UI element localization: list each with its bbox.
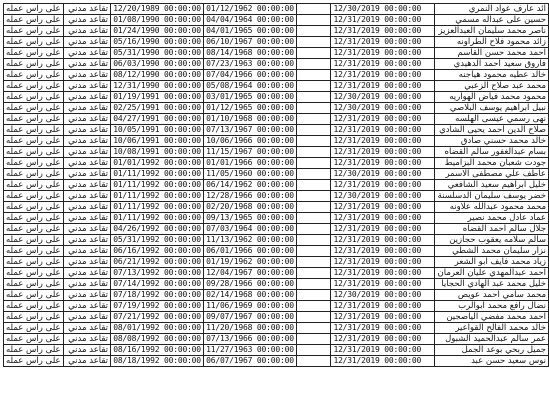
empty-cell — [296, 224, 331, 235]
status-cell: على راس عمله — [4, 147, 64, 158]
retirement-date-cell: 07/19/1992 00:00:00 — [111, 301, 204, 312]
birth-date-cell: 06/14/1962 00:00:00 — [203, 180, 296, 191]
birth-date-cell: 09/07/1967 00:00:00 — [203, 312, 296, 323]
birth-date-cell: 09/28/1966 00:00:00 — [203, 279, 296, 290]
end-date-cell: 12/31/2019 00:00:00 — [331, 334, 435, 345]
retirement-type-cell: تقاعد مدني — [63, 191, 110, 202]
employee-name-cell: زائد محمود فلاح الطراونه — [435, 37, 549, 48]
status-cell: على راس عمله — [4, 15, 64, 26]
retirement-type-cell: تقاعد مدني — [63, 213, 110, 224]
birth-date-cell: 01/12/1962 00:00:00 — [203, 4, 296, 15]
retirement-type-cell: تقاعد مدني — [63, 59, 110, 70]
status-cell: على راس عمله — [4, 356, 64, 367]
retirement-type-cell: تقاعد مدني — [63, 180, 110, 191]
end-date-cell: 12/31/2019 00:00:00 — [331, 136, 435, 147]
end-date-cell: 12/31/2019 00:00:00 — [331, 257, 435, 268]
retirement-date-cell: 10/05/1991 00:00:00 — [111, 125, 204, 136]
retirement-date-cell: 07/13/1992 00:00:00 — [111, 268, 204, 279]
end-date-cell: 12/30/2019 00:00:00 — [331, 169, 435, 180]
birth-date-cell: 07/23/1963 00:00:00 — [203, 59, 296, 70]
retirement-date-cell: 08/01/1992 00:00:00 — [111, 323, 204, 334]
empty-cell — [296, 169, 331, 180]
end-date-cell: 12/31/2019 00:00:00 — [331, 125, 435, 136]
empty-cell — [296, 246, 331, 257]
employee-name-cell: خالد عطيه محمود هياجنه — [435, 70, 549, 81]
end-date-cell: 12/31/2019 00:00:00 — [331, 202, 435, 213]
status-cell: على راس عمله — [4, 37, 64, 48]
employee-name-cell: احمد محمد حسن القاسم — [435, 48, 549, 59]
retirement-date-cell: 01/11/1992 00:00:00 — [111, 202, 204, 213]
birth-date-cell: 11/27/1963 00:00:00 — [203, 345, 296, 356]
status-cell: على راس عمله — [4, 213, 64, 224]
birth-date-cell: 04/04/1964 00:00:00 — [203, 15, 296, 26]
retirement-date-cell: 01/11/1992 00:00:00 — [111, 169, 204, 180]
end-date-cell: 12/31/2019 00:00:00 — [331, 356, 435, 367]
retirement-type-cell: تقاعد مدني — [63, 125, 110, 136]
table-row — [4, 323, 549, 334]
table-row — [4, 4, 549, 15]
table-row — [4, 114, 549, 125]
status-cell: على راس عمله — [4, 169, 64, 180]
retirement-date-cell: 07/21/1992 00:00:00 — [111, 312, 204, 323]
birth-date-cell: 01/01/1966 00:00:00 — [203, 158, 296, 169]
employee-name-cell: نبيل ابراهيم يوسف البلاصي — [435, 103, 549, 114]
end-date-cell: 12/30/2019 00:00:00 — [331, 92, 435, 103]
end-date-cell: 12/31/2019 00:00:00 — [331, 158, 435, 169]
table-row — [4, 15, 549, 26]
table-row — [4, 180, 549, 191]
retirement-date-cell: 08/12/1990 00:00:00 — [111, 70, 204, 81]
end-date-cell: 12/31/2019 00:00:00 — [331, 37, 435, 48]
retirement-date-cell: 04/26/1992 00:00:00 — [111, 224, 204, 235]
empty-cell — [296, 334, 331, 345]
retirement-type-cell: تقاعد مدني — [63, 48, 110, 59]
retirement-date-cell: 02/25/1991 00:00:00 — [111, 103, 204, 114]
retirement-date-cell: 08/08/1992 00:00:00 — [111, 334, 204, 345]
status-cell: على راس عمله — [4, 323, 64, 334]
retirement-type-cell: تقاعد مدني — [63, 92, 110, 103]
end-date-cell: 12/31/2019 00:00:00 — [331, 26, 435, 37]
table-row — [4, 136, 549, 147]
status-cell: على راس عمله — [4, 4, 64, 15]
retirement-type-cell: تقاعد مدني — [63, 334, 110, 345]
retirement-type-cell: تقاعد مدني — [63, 103, 110, 114]
end-date-cell: 12/30/2019 00:00:00 — [331, 191, 435, 202]
table-row — [4, 257, 549, 268]
employee-name-cell: خليل ابراهيم سعيد الشافعي — [435, 180, 549, 191]
status-cell: على راس عمله — [4, 136, 64, 147]
retirement-date-cell: 06/03/1990 00:00:00 — [111, 59, 204, 70]
birth-date-cell: 07/13/1967 00:00:00 — [203, 125, 296, 136]
empty-cell — [296, 4, 331, 15]
retirement-date-cell: 12/31/1990 00:00:00 — [111, 81, 204, 92]
birth-date-cell: 01/19/1962 00:00:00 — [203, 257, 296, 268]
birth-date-cell: 10/06/1966 00:00:00 — [203, 136, 296, 147]
status-cell: على راس عمله — [4, 114, 64, 125]
birth-date-cell: 03/01/1965 00:00:00 — [203, 92, 296, 103]
retirement-date-cell: 06/21/1992 00:00:00 — [111, 257, 204, 268]
end-date-cell: 12/31/2019 00:00:00 — [331, 180, 435, 191]
retirement-type-cell: تقاعد مدني — [63, 70, 110, 81]
status-cell: على راس عمله — [4, 125, 64, 136]
end-date-cell: 12/31/2019 00:00:00 — [331, 312, 435, 323]
retirement-type-cell: تقاعد مدني — [63, 4, 110, 15]
end-date-cell: 12/31/2019 00:00:00 — [331, 235, 435, 246]
employee-name-cell: محمد عبد صلاح الزعبي — [435, 81, 549, 92]
employee-name-cell: نزار سليمان محمد الشطي — [435, 246, 549, 257]
birth-date-cell: 07/13/1966 00:00:00 — [203, 334, 296, 345]
retirement-date-cell: 01/08/1990 00:00:00 — [111, 15, 204, 26]
table-row — [4, 213, 549, 224]
end-date-cell: 12/31/2019 00:00:00 — [331, 213, 435, 224]
end-date-cell: 12/31/2019 00:00:00 — [331, 323, 435, 334]
status-cell: على راس عمله — [4, 279, 64, 290]
retirement-date-cell: 07/14/1992 00:00:00 — [111, 279, 204, 290]
status-cell: على راس عمله — [4, 202, 64, 213]
empty-cell — [296, 15, 331, 26]
birth-date-cell: 01/12/1965 00:00:00 — [203, 103, 296, 114]
table-row — [4, 103, 549, 114]
retirement-type-cell: تقاعد مدني — [63, 169, 110, 180]
employee-name-cell: زياد محمد فايف ابو الشعر — [435, 257, 549, 268]
end-date-cell: 12/31/2019 00:00:00 — [331, 301, 435, 312]
employee-name-cell: عاطف علي مصطفى الاسمر — [435, 169, 549, 180]
empty-cell — [296, 103, 331, 114]
status-cell: على راس عمله — [4, 180, 64, 191]
table-row — [4, 356, 549, 367]
birth-date-cell: 08/14/1968 00:00:00 — [203, 48, 296, 59]
table-row — [4, 59, 549, 70]
table-row — [4, 224, 549, 235]
end-date-cell: 12/31/2019 00:00:00 — [331, 59, 435, 70]
retirement-type-cell: تقاعد مدني — [63, 301, 110, 312]
empty-cell — [296, 37, 331, 48]
retirement-type-cell: تقاعد مدني — [63, 136, 110, 147]
status-cell: على راس عمله — [4, 103, 64, 114]
table-row — [4, 158, 549, 169]
empty-cell — [296, 48, 331, 59]
table-row — [4, 48, 549, 59]
retirement-type-cell: تقاعد مدني — [63, 202, 110, 213]
table-row — [4, 202, 549, 213]
empty-cell — [296, 191, 331, 202]
birth-date-cell: 12/04/1967 00:00:00 — [203, 268, 296, 279]
end-date-cell: 12/31/2019 00:00:00 — [331, 224, 435, 235]
employee-name-cell: خالد محمد حسني صادق — [435, 136, 549, 147]
empty-cell — [296, 70, 331, 81]
employee-name-cell: صلاح الدين احمد يحيى الشادي — [435, 125, 549, 136]
retirement-type-cell: تقاعد مدني — [63, 158, 110, 169]
status-cell: على راس عمله — [4, 158, 64, 169]
empty-cell — [296, 301, 331, 312]
status-cell: على راس عمله — [4, 301, 64, 312]
retirement-type-cell: تقاعد مدني — [63, 246, 110, 257]
birth-date-cell: 11/05/1960 00:00:00 — [203, 169, 296, 180]
employee-name-cell: محمود محمد فياض الهواريه — [435, 92, 549, 103]
employee-table — [3, 3, 549, 367]
birth-date-cell: 11/15/1967 00:00:00 — [203, 147, 296, 158]
table-row — [4, 70, 549, 81]
birth-date-cell: 09/13/1965 00:00:00 — [203, 213, 296, 224]
empty-cell — [296, 323, 331, 334]
empty-cell — [296, 136, 331, 147]
employee-name-cell: جلال سالم احمد القضاه — [435, 224, 549, 235]
table-row — [4, 92, 549, 103]
end-date-cell: 12/31/2019 00:00:00 — [331, 81, 435, 92]
empty-cell — [296, 147, 331, 158]
empty-cell — [296, 235, 331, 246]
retirement-date-cell: 01/24/1990 00:00:00 — [111, 26, 204, 37]
empty-cell — [296, 257, 331, 268]
retirement-type-cell: تقاعد مدني — [63, 257, 110, 268]
table-row — [4, 37, 549, 48]
birth-date-cell: 11/06/1969 00:00:00 — [203, 301, 296, 312]
empty-cell — [296, 312, 331, 323]
table-row — [4, 290, 549, 301]
retirement-date-cell: 07/18/1992 00:00:00 — [111, 290, 204, 301]
empty-cell — [296, 114, 331, 125]
employee-name-cell: بسام عبدالغفور سالم القضاه — [435, 147, 549, 158]
retirement-date-cell: 05/16/1990 00:00:00 — [111, 37, 204, 48]
end-date-cell: 12/31/2019 00:00:00 — [331, 246, 435, 257]
employee-name-cell: خضر يوسف سليمان الدسلسنة — [435, 191, 549, 202]
birth-date-cell: 05/08/1964 00:00:00 — [203, 81, 296, 92]
status-cell: على راس عمله — [4, 48, 64, 59]
empty-cell — [296, 92, 331, 103]
status-cell: على راس عمله — [4, 59, 64, 70]
retirement-date-cell: 04/27/1991 00:00:00 — [111, 114, 204, 125]
table-row — [4, 147, 549, 158]
empty-cell — [296, 279, 331, 290]
end-date-cell: 12/30/2019 00:00:00 — [331, 290, 435, 301]
retirement-date-cell: 01/19/1991 00:00:00 — [111, 92, 204, 103]
empty-cell — [296, 59, 331, 70]
retirement-date-cell: 08/18/1992 00:00:00 — [111, 356, 204, 367]
table-row — [4, 125, 549, 136]
empty-cell — [296, 290, 331, 301]
status-cell: على راس عمله — [4, 235, 64, 246]
retirement-date-cell: 06/16/1992 00:00:00 — [111, 246, 204, 257]
employee-name-cell: احمد محمد مفضي الياصجين — [435, 312, 549, 323]
end-date-cell: 12/31/2019 00:00:00 — [331, 70, 435, 81]
employee-name-cell: محمد محمود عبدالله علاونه — [435, 202, 549, 213]
document-page — [3, 3, 549, 367]
retirement-type-cell: تقاعد مدني — [63, 15, 110, 26]
end-date-cell: 12/31/2019 00:00:00 — [331, 114, 435, 125]
birth-date-cell: 06/01/1966 00:00:00 — [203, 246, 296, 257]
employee-name-cell: نضال رافع محمد ابوالرب — [435, 301, 549, 312]
retirement-type-cell: تقاعد مدني — [63, 279, 110, 290]
employee-name-cell: احمد عبدالمهدي عليان العرمان — [435, 268, 549, 279]
birth-date-cell: 11/20/1968 00:00:00 — [203, 323, 296, 334]
retirement-type-cell: تقاعد مدني — [63, 268, 110, 279]
status-cell: على راس عمله — [4, 70, 64, 81]
status-cell: على راس عمله — [4, 345, 64, 356]
birth-date-cell: 07/04/1966 00:00:00 — [203, 70, 296, 81]
employee-name-cell: حسين على عبداله مسمي — [435, 15, 549, 26]
birth-date-cell: 02/14/1968 00:00:00 — [203, 290, 296, 301]
employee-name-cell: خليل محمد عبد الهادي الحجايا — [435, 279, 549, 290]
employee-name-cell: عمر سالم عبدالحميد الشبول — [435, 334, 549, 345]
employee-name-cell: عماد عادل محمد نصير — [435, 213, 549, 224]
end-date-cell: 12/31/2019 00:00:00 — [331, 268, 435, 279]
birth-date-cell: 11/13/1962 00:00:00 — [203, 235, 296, 246]
status-cell: على راس عمله — [4, 191, 64, 202]
retirement-type-cell: تقاعد مدني — [63, 37, 110, 48]
retirement-date-cell: 01/11/1992 00:00:00 — [111, 213, 204, 224]
retirement-type-cell: تقاعد مدني — [63, 224, 110, 235]
retirement-date-cell: 05/31/1992 00:00:00 — [111, 235, 204, 246]
end-date-cell: 12/30/2019 00:00:00 — [331, 103, 435, 114]
retirement-type-cell: تقاعد مدني — [63, 345, 110, 356]
empty-cell — [296, 158, 331, 169]
end-date-cell: 12/30/2019 00:00:00 — [331, 4, 435, 15]
retirement-type-cell: تقاعد مدني — [63, 81, 110, 92]
employee-name-cell: نهى رسمي عيسى الهلسه — [435, 114, 549, 125]
table-row — [4, 268, 549, 279]
table-row — [4, 191, 549, 202]
employee-name-cell: محمد سامي احمد عويص — [435, 290, 549, 301]
status-cell: على راس عمله — [4, 81, 64, 92]
end-date-cell: 12/31/2019 00:00:00 — [331, 279, 435, 290]
retirement-date-cell: 05/31/1990 00:00:00 — [111, 48, 204, 59]
empty-cell — [296, 81, 331, 92]
employee-name-cell: جميل ربحي بوعد الجمل — [435, 345, 549, 356]
end-date-cell: 12/31/2019 00:00:00 — [331, 147, 435, 158]
birth-date-cell: 12/28/1966 00:00:00 — [203, 191, 296, 202]
retirement-type-cell: تقاعد مدني — [63, 323, 110, 334]
end-date-cell: 12/31/2019 00:00:00 — [331, 345, 435, 356]
retirement-type-cell: تقاعد مدني — [63, 147, 110, 158]
table-row — [4, 235, 549, 246]
employee-name-cell: جودت شعبان محمد البزاميط — [435, 158, 549, 169]
empty-cell — [296, 26, 331, 37]
employee-name-cell: ائد عارف عواد النمري — [435, 4, 549, 15]
end-date-cell: 12/31/2019 00:00:00 — [331, 15, 435, 26]
empty-cell — [296, 268, 331, 279]
employee-name-cell: سالم سلامه يعقوب حجازين — [435, 235, 549, 246]
empty-cell — [296, 180, 331, 191]
status-cell: على راس عمله — [4, 224, 64, 235]
empty-cell — [296, 356, 331, 367]
status-cell: على راس عمله — [4, 246, 64, 257]
status-cell: على راس عمله — [4, 26, 64, 37]
employee-table-body — [4, 4, 549, 367]
retirement-date-cell: 08/16/1992 00:00:00 — [111, 345, 204, 356]
employee-name-cell: فاروق سعيد احمد الدهيدي — [435, 59, 549, 70]
table-row — [4, 279, 549, 290]
retirement-type-cell: تقاعد مدني — [63, 235, 110, 246]
end-date-cell: 12/31/2019 00:00:00 — [331, 48, 435, 59]
retirement-date-cell: 01/11/1992 00:00:00 — [111, 180, 204, 191]
table-row — [4, 334, 549, 345]
retirement-date-cell: 01/11/1992 00:00:00 — [111, 191, 204, 202]
table-row — [4, 169, 549, 180]
employee-name-cell: نوس سعيد حسن عبد — [435, 356, 549, 367]
retirement-type-cell: تقاعد مدني — [63, 26, 110, 37]
empty-cell — [296, 202, 331, 213]
retirement-date-cell: 01/01/1992 00:00:00 — [111, 158, 204, 169]
birth-date-cell: 07/03/1964 00:00:00 — [203, 224, 296, 235]
status-cell: على راس عمله — [4, 290, 64, 301]
empty-cell — [296, 125, 331, 136]
retirement-date-cell: 12/20/1989 00:00:00 — [111, 4, 204, 15]
table-row — [4, 246, 549, 257]
birth-date-cell: 02/20/1968 00:00:00 — [203, 202, 296, 213]
status-cell: على راس عمله — [4, 268, 64, 279]
employee-name-cell: ناصر محمد سليمان العبدالعزيز — [435, 26, 549, 37]
status-cell: على راس عمله — [4, 92, 64, 103]
retirement-type-cell: تقاعد مدني — [63, 356, 110, 367]
table-row — [4, 312, 549, 323]
employee-name-cell: خالد محمد الفالح القواعير — [435, 323, 549, 334]
retirement-date-cell: 10/06/1991 00:00:00 — [111, 136, 204, 147]
retirement-type-cell: تقاعد مدني — [63, 290, 110, 301]
table-row — [4, 301, 549, 312]
birth-date-cell: 04/01/1965 00:00:00 — [203, 26, 296, 37]
table-row — [4, 26, 549, 37]
birth-date-cell: 06/10/1967 00:00:00 — [203, 37, 296, 48]
status-cell: على راس عمله — [4, 312, 64, 323]
retirement-type-cell: تقاعد مدني — [63, 114, 110, 125]
table-row — [4, 345, 549, 356]
table-row — [4, 81, 549, 92]
empty-cell — [296, 213, 331, 224]
birth-date-cell: 01/10/1968 00:00:00 — [203, 114, 296, 125]
status-cell: على راس عمله — [4, 257, 64, 268]
retirement-date-cell: 10/08/1991 00:00:00 — [111, 147, 204, 158]
birth-date-cell: 06/07/1967 00:00:00 — [203, 356, 296, 367]
retirement-type-cell: تقاعد مدني — [63, 312, 110, 323]
status-cell: على راس عمله — [4, 334, 64, 345]
empty-cell — [296, 345, 331, 356]
